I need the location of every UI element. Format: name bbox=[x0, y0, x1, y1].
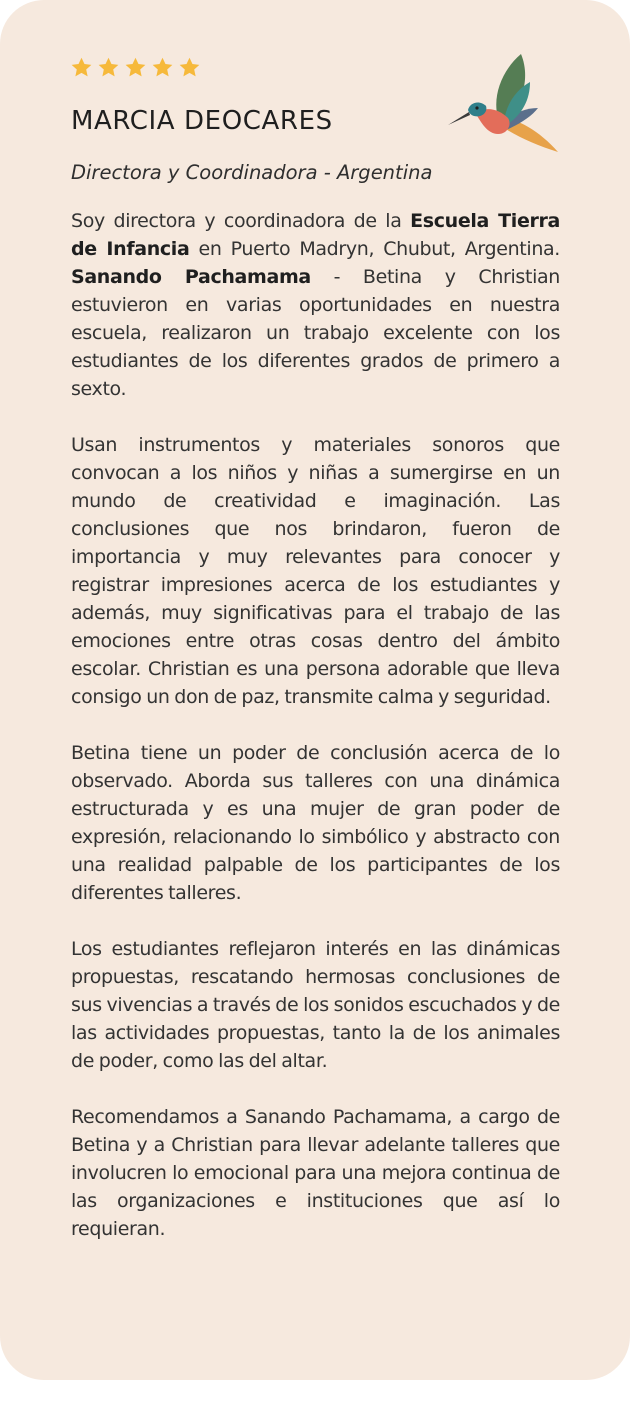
star-rating bbox=[70, 56, 201, 79]
person-name: MARCIA DEOCARES bbox=[71, 106, 333, 136]
star-icon bbox=[124, 56, 147, 79]
hummingbird-icon bbox=[446, 52, 562, 154]
organization-name: Sanando Pachamama bbox=[71, 266, 311, 288]
testimonial-paragraph: Los estudiantes reflejaron interés en las dinámicas propuestas, rescatando hermosas conclusiones de sus vivencias a través de los sonidos escuchados y de las actividades propuestas, tanto la de los animales de poder, como las del altar. bbox=[71, 938, 560, 1072]
testimonial-paragraph: Usan instrumentos y materiales sonoros que convocan a los niños y niñas a sumergirse en un mundo de creatividad e imaginación. Las conclusiones que nos brindaron, fueron de importancia y muy relevantes para conocer y registrar impresiones acerca de los estudiantes y además, muy significativas para el trabajo de las emociones entre otras cosas dentro del ámbito escolar. Christian es una persona adorable que lleva consigo un don de paz, transmite calma y seguridad. bbox=[71, 434, 560, 708]
star-icon bbox=[97, 56, 120, 79]
star-icon bbox=[178, 56, 201, 79]
paragraph-text: en Puerto Madryn, Chubut, Argentina. bbox=[189, 238, 560, 260]
star-icon bbox=[151, 56, 174, 79]
testimonial-paragraph bbox=[71, 207, 560, 403]
paragraph-text: - Betina y Christian estuvieron en varias oportunidades en nuestra escuela, realizaron un trabajo excelente con los estudiantes de los diferentes grados de primero a sexto. bbox=[71, 266, 560, 400]
testimonial-paragraph: Betina tiene un poder de conclusión acerca de lo observado. Aborda sus talleres con una dinámica estructurada y es una mujer de gran poder de expresión, relacionando lo simbólico y abstracto con una realidad palpable de los participantes de los diferentes talleres. bbox=[71, 742, 560, 904]
testimonial-paragraph: Recomendamos a Sanando Pachamama, a cargo de Betina y a Christian para llevar adelante talleres que involucren lo emocional para una mejora continua de las organizaciones e instituciones que así lo requieran. bbox=[71, 1106, 560, 1240]
person-role: Directora y Coordinadora - Argentina bbox=[71, 161, 433, 184]
paragraph-text: Soy directora y coordinadora de la bbox=[71, 210, 411, 232]
star-icon bbox=[70, 56, 93, 79]
testimonial-body bbox=[71, 207, 560, 1271]
school-name: Escuela Tierra de Infancia bbox=[71, 210, 561, 260]
